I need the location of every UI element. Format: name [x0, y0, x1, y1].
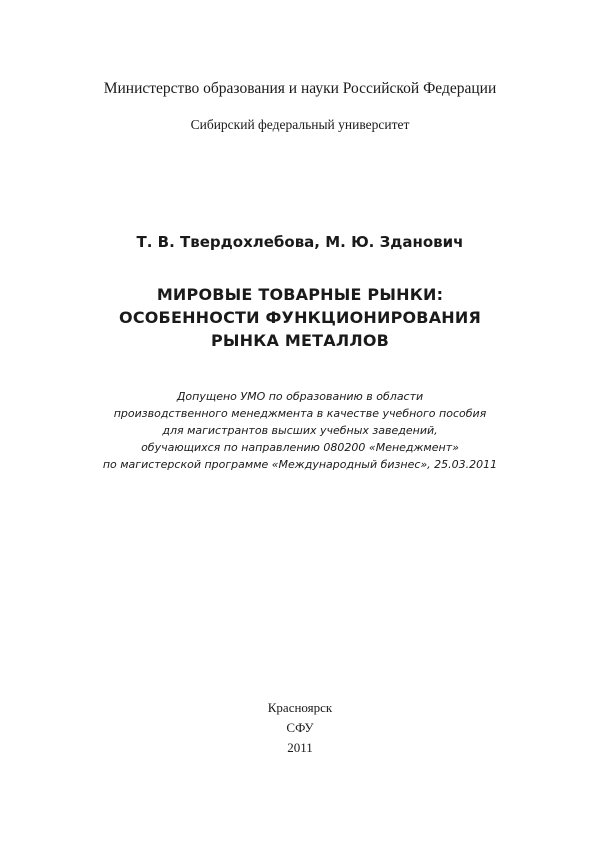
approval-line: по магистерской программе «Международный бизнес», 25.03.2011 [102, 458, 498, 471]
approval-note [0, 388, 600, 473]
ministry-name: Министерство образования и науки Российской Федерации [103, 80, 497, 97]
title-line: МИРОВЫЕ ТОВАРНЫЕ РЫНКИ: [156, 285, 444, 304]
university-name: Сибирский федеральный университет [190, 117, 410, 132]
title-line: ОСОБЕННОСТИ ФУНКЦИОНИРОВАНИЯ [119, 308, 481, 327]
authors: Т. В. Твердохлебова, М. Ю. Зданович [136, 233, 464, 251]
imprint-year: 2011 [287, 740, 313, 755]
imprint [0, 698, 600, 758]
approval-line: производственного менеджмента в качестве учебного пособия [113, 407, 487, 420]
imprint-city: Красноярск [267, 700, 333, 715]
approval-line: для магистрантов высших учебных заведений, [162, 424, 438, 437]
approval-line: обучающихся по направлению 080200 «Менеджмент» [141, 441, 459, 454]
approval-line: Допущено УМО по образованию в области [176, 390, 424, 403]
title-line: РЫНКА МЕТАЛЛОВ [210, 331, 390, 350]
book-title [0, 283, 600, 352]
imprint-publisher: СФУ [286, 720, 314, 735]
